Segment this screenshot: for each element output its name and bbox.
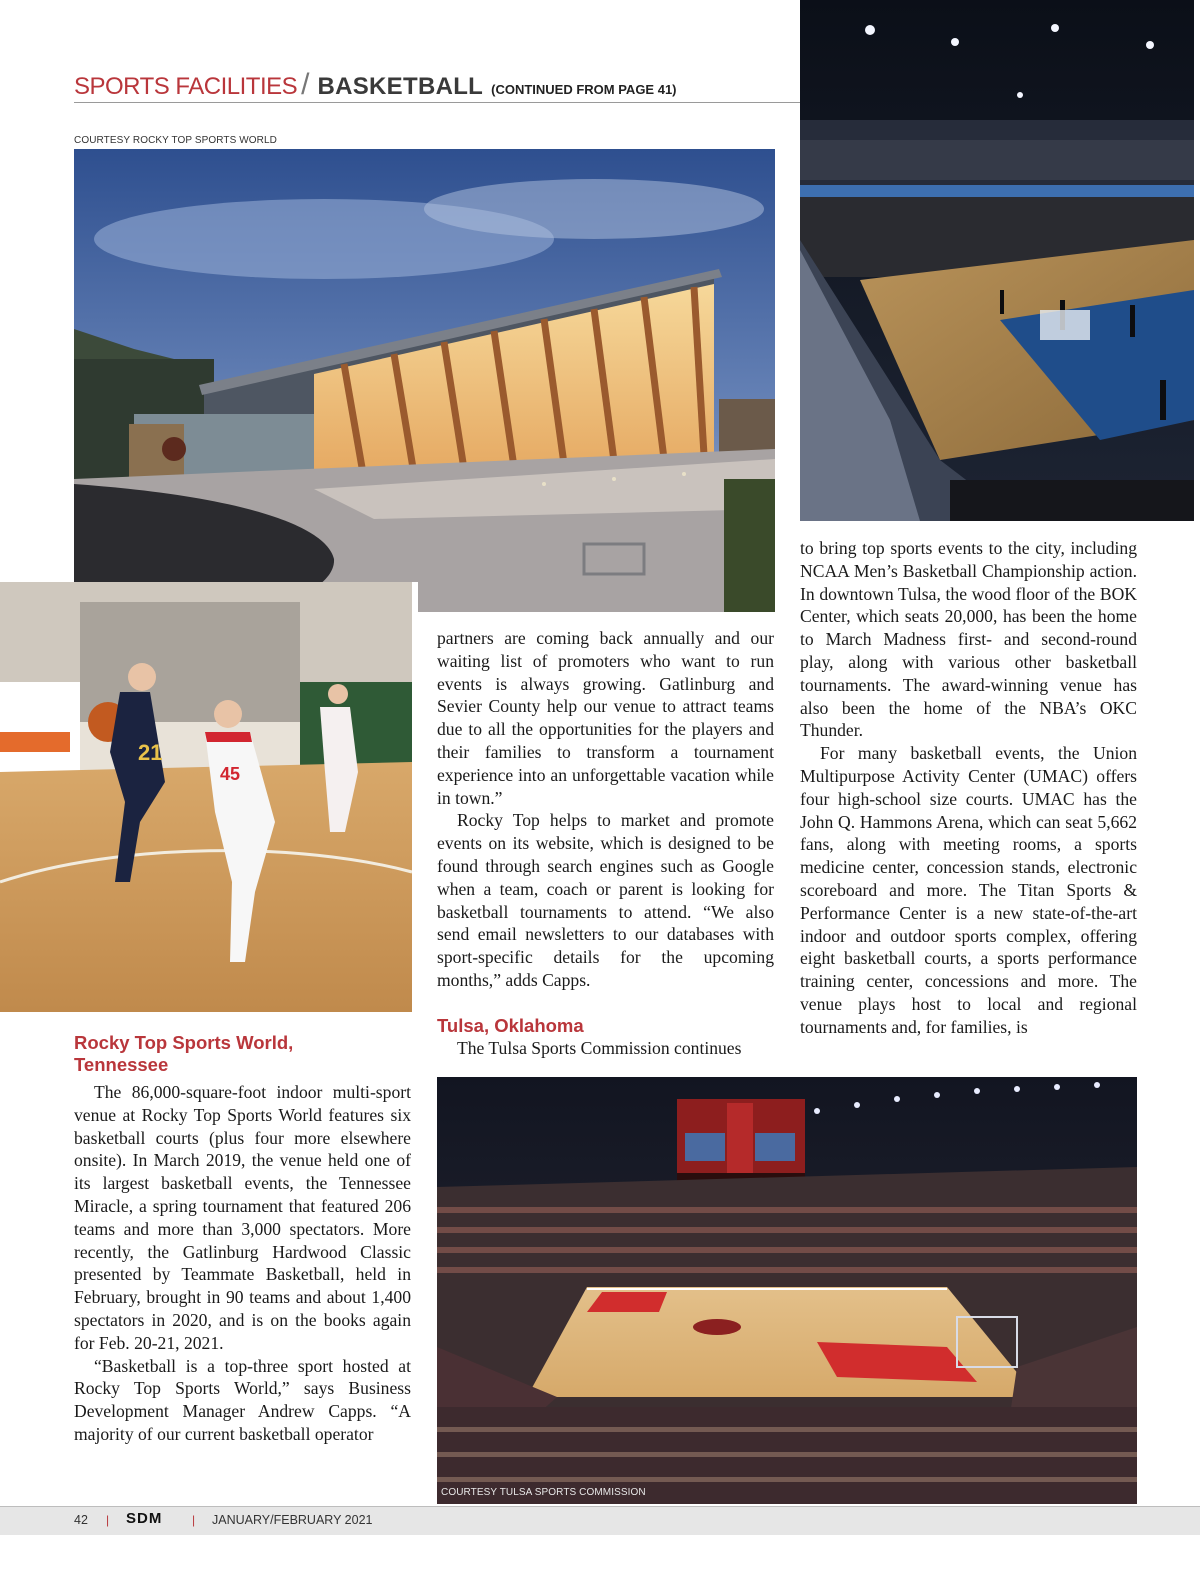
jersey-number-21: 21	[138, 740, 163, 765]
girls-basketball-image	[0, 582, 418, 1012]
rocky-top-building-image	[74, 149, 775, 612]
header-slash: /	[301, 68, 310, 101]
footer-separator-2: |	[192, 1513, 196, 1527]
col2-paragraph-1: partners are coming back annually and our waiting list of promoters who want to run events is always growing. Gatlinburg and Sevier County help our venue to attract teams due to all the opportunities for the players and their families to transform a tournament experience into an unforgettable vacation while in town.”	[437, 628, 774, 808]
photo-girls-basketball	[0, 582, 418, 1012]
jersey-number-45: 45	[220, 764, 241, 784]
photo-credit-rocky-top: COURTESY ROCKY TOP SPORTS WORLD	[74, 135, 277, 146]
column-2-text	[437, 627, 774, 992]
photo-umac-arena	[437, 1077, 1137, 1504]
photo-credit-tulsa: COURTESY TULSA SPORTS COMMISSION	[441, 1487, 646, 1498]
header-rule	[74, 102, 800, 103]
col2-paragraph-3: The Tulsa Sports Commission continues	[457, 1038, 742, 1058]
footer-bar	[0, 1506, 1200, 1535]
footer-separator-1: |	[106, 1513, 110, 1527]
photo-arena-court	[800, 0, 1194, 521]
section-title: BASKETBALL	[317, 73, 484, 100]
heading-rocky-top: Rocky Top Sports World, Tennessee	[74, 1032, 294, 1075]
column-2-continuation	[437, 1037, 774, 1060]
col3-paragraph-1: to bring top sports events to the city, including NCAA Men’s Basketball Championship action. In downtown Tulsa, the wood floor of the BOK Center, which seats 20,000, has been the home to March Madness first- and second-round play, along with various other basketball tournaments. The award-winning venue has also been the home of the NBA’s OKC Thunder.	[800, 538, 1137, 741]
magazine-logo: SDM	[126, 1510, 163, 1527]
column-3-text	[800, 537, 1137, 1039]
issue-date: JANUARY/FEBRUARY 2021	[212, 1513, 373, 1527]
arena-court-image	[800, 0, 1194, 521]
page-number: 42	[74, 1513, 88, 1527]
continued-note: (CONTINUED FROM PAGE 41)	[491, 82, 677, 97]
col3-paragraph-2: For many basketball events, the Union Multipurpose Activity Center (UMAC) offers four high-school size courts. UMAC has the John Q. Hammons Arena, which can seat 5,662 fans, along with meeting rooms, a sports medicine center, concession stands, electronic scoreboard and more. The Titan Sports & Performance Center is a new state-of-the-art indoor and outdoor sports complex, offering eight basketball courts, a sports performance training center, concessions and more. The venue plays host to local and regional tournaments and, for families, is	[800, 743, 1137, 1037]
section-header	[74, 68, 677, 102]
umac-arena-image	[437, 1077, 1137, 1504]
col1-paragraph-1: The 86,000-square-foot indoor multi-sport venue at Rocky Top Sports World features six basketball courts (plus four more elsewhere onsite). In March 2019, the venue held one of its largest basketball events, the Tennessee Miracle, a spring tournament that featured 206 teams and more than 3,000 spectators. More recently, the Gatlinburg Hardwood Classic presented by Teammate Basketball, held in February, brought in 90 teams and about 1,400 spectators in 2020, and is on the books again for Feb. 20-21, 2021.	[74, 1082, 411, 1353]
heading-tulsa: Tulsa, Oklahoma	[437, 1015, 584, 1036]
column-1-text	[74, 1081, 411, 1446]
photo-rocky-top-building	[74, 149, 775, 612]
col1-paragraph-2: “Basketball is a top-three sport hosted at Rocky Top Sports World,” says Business Development Manager Andrew Capps. “A majority of our current basketball operator	[74, 1355, 411, 1444]
section-label: SPORTS FACILITIES	[74, 73, 298, 100]
col2-paragraph-2: Rocky Top helps to market and promote events on its website, which is designed to be found through search engines such as Google when a team, coach or parent is looking for basketball tournaments to attend. “We also send email newsletters to our databases with sport-specific details for the upcoming months,” adds Capps.	[437, 810, 774, 990]
